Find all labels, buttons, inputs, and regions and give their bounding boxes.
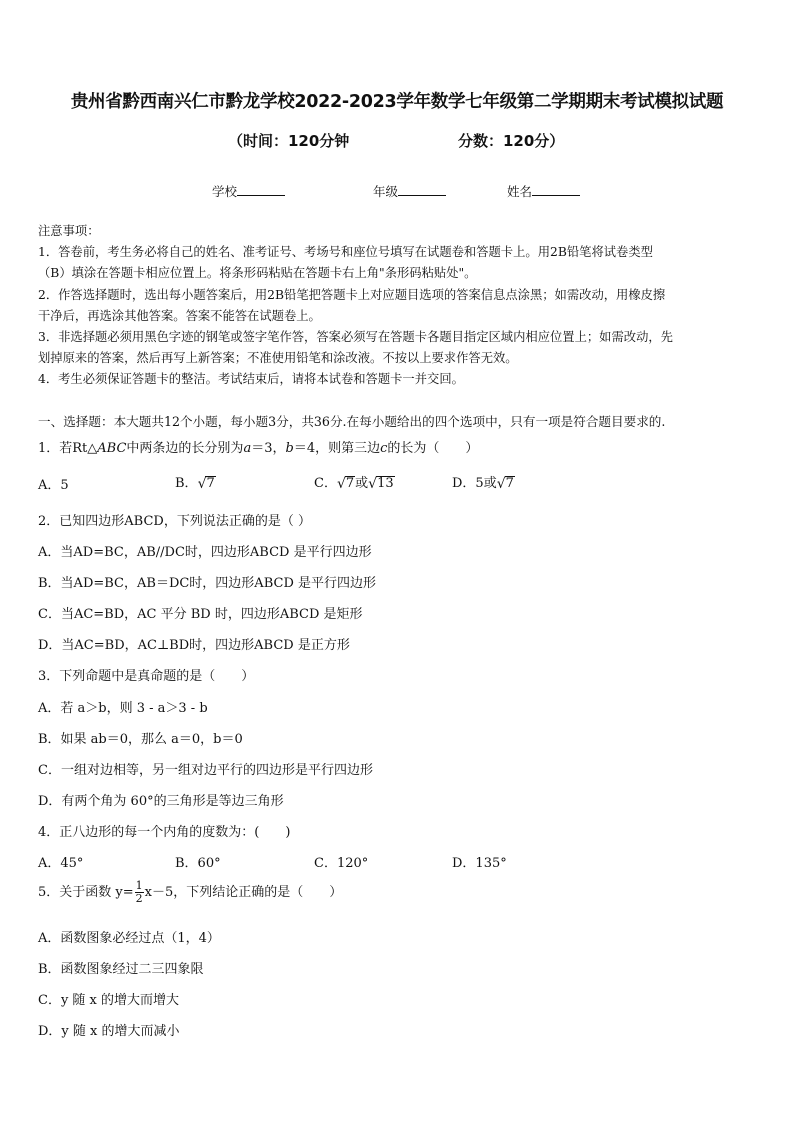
q2-option-b: B．当AD=BC，AB＝DC时，四边形ABCD 是平行四边形 (38, 576, 376, 591)
section-heading: 一、选择题：本大题共12个小题，每小题3分，共36分.在每小题给出的四个选项中，只有一项是符合题目要求的. (38, 414, 666, 429)
q1-or: 或 (355, 476, 369, 491)
sqrt-symbol: √7 (496, 476, 514, 492)
q2-option-c: C．当AC=BD，AC 平分 BD 时，四边形ABCD 是矩形 (38, 607, 363, 622)
sqrt-symbol: √7 (336, 476, 355, 492)
q4-option-d: D．135° (452, 856, 507, 871)
q3-option-a: A．若 a＞b，则 3 - a＞3 - b (38, 701, 208, 716)
q3-option-b: B．如果 ab＝0，那么 a＝0，b＝0 (38, 732, 243, 747)
note-line: 3．非选择题必须用黑色字迹的钢笔或签字笔作答，答案必须写在答题卡各题目指定区域内相应位置上；如需改动，先 (38, 330, 673, 345)
q5-option-d: D．y 随 x 的增大而减小 (38, 1024, 180, 1039)
school-label: 学校 (212, 184, 238, 199)
q1-option-c (314, 472, 395, 491)
q4-option-a: A．45° (38, 856, 84, 871)
exam-time: （时间：120分钟 (228, 132, 350, 150)
sqrt-symbol: √7 (197, 476, 215, 492)
name-label: 姓名 (507, 184, 533, 199)
radicand: 13 (377, 476, 394, 491)
notes-block (38, 221, 673, 391)
q1-text: ＝3， (251, 441, 286, 456)
school-field (212, 182, 285, 200)
q4-option-c: C．120° (314, 856, 369, 871)
q1-var-b: b (285, 441, 294, 456)
q1-option-c-label: C． (314, 476, 337, 491)
q4-option-b: B．60° (175, 856, 221, 871)
q1-var-a: a (243, 441, 252, 456)
sqrt-symbol: √13 (368, 476, 394, 492)
fraction-denominator: 2 (135, 892, 143, 905)
q5-text: 5．关于函数 y= (38, 885, 134, 900)
name-field (507, 182, 580, 200)
q1-option-b (175, 472, 216, 491)
grade-field (373, 182, 446, 200)
q1-option-d-label: D．5或 (452, 476, 497, 491)
q1-text: 中两条边的长分别为 (126, 441, 244, 456)
radicand: 7 (345, 476, 355, 491)
q1-var-abc: ABC (97, 441, 127, 456)
radicand: 7 (505, 476, 514, 491)
q3-option-d: D．有两个角为 60°的三角形是等边三角形 (38, 794, 284, 809)
question-2-stem: 2．已知四边形ABCD，下列说法正确的是（ ） (38, 514, 311, 529)
q5-option-a: A．函数图象必经过点（1，4） (38, 931, 220, 946)
q5-option-c: C．y 随 x 的增大而增大 (38, 993, 180, 1008)
question-5-stem (38, 880, 342, 905)
note-line: 干净后，再选涂其他答案。答案不能答在试题卷上。 (38, 308, 321, 323)
question-1-stem (38, 437, 478, 456)
note-line: 1．答卷前，考生务必将自己的姓名、准考证号、考场号和座位号填写在试题卷和答题卡上。用2B铅笔将试卷类型 (38, 245, 653, 260)
q1-option-d (452, 472, 515, 491)
fraction-numerator: 1 (135, 879, 143, 892)
q3-option-c: C．一组对边相等，另一组对边平行的四边形是平行四边形 (38, 763, 373, 778)
notes-heading: 注意事项： (38, 224, 100, 238)
school-blank (237, 183, 285, 196)
question-3-stem: 3．下列命题中是真命题的是（ ） (38, 669, 255, 684)
q1-text: 1．若Rt△ (38, 441, 98, 456)
question-4-stem: 4．正八边形的每一个内角的度数为：( ) (38, 825, 291, 840)
q5-text: x－5，下列结论正确的是（ ） (144, 885, 343, 900)
q1-text: ＝4，则第三边 (293, 441, 381, 456)
note-line: 划掉原来的答案，然后再写上新答案；不准使用铅笔和涂改液。不按以上要求作答无效。 (38, 351, 518, 366)
note-line: 2．作答选择题时，选出每小题答案后，用2B铅笔把答题卡上对应题目选项的答案信息点涂黑；如需改动，用橡皮擦 (38, 287, 666, 302)
grade-label: 年级 (373, 184, 399, 199)
q1-text: 的长为（ ） (387, 441, 479, 456)
q1-var-c: c (380, 441, 388, 456)
q1-option-b-label: B． (175, 476, 198, 491)
q1-option-a: A．5 (38, 478, 69, 493)
note-line: 4．考生必须保证答题卡的整洁。考试结束后，请将本试卷和答题卡一并交回。 (38, 372, 464, 387)
exam-title: 贵州省黔西南兴仁市黔龙学校2022-2023学年数学七年级第二学期期末考试模拟试题 (70, 92, 724, 112)
exam-score: 分数：120分） (458, 132, 565, 150)
q2-option-a: A．当AD=BC，AB//DC时，四边形ABCD 是平行四边形 (38, 545, 372, 560)
name-blank (532, 183, 580, 196)
radicand: 7 (206, 476, 215, 491)
q5-option-b: B．函数图象经过二三四象限 (38, 962, 204, 977)
grade-blank (398, 183, 446, 196)
q2-option-d: D．当AC=BD，AC⊥BD时，四边形ABCD 是正方形 (38, 638, 350, 653)
fraction-one-half (135, 880, 144, 905)
note-line: （B）填涂在答题卡相应位置上。将条形码粘贴在答题卡右上角"条形码粘贴处"。 (38, 266, 477, 281)
